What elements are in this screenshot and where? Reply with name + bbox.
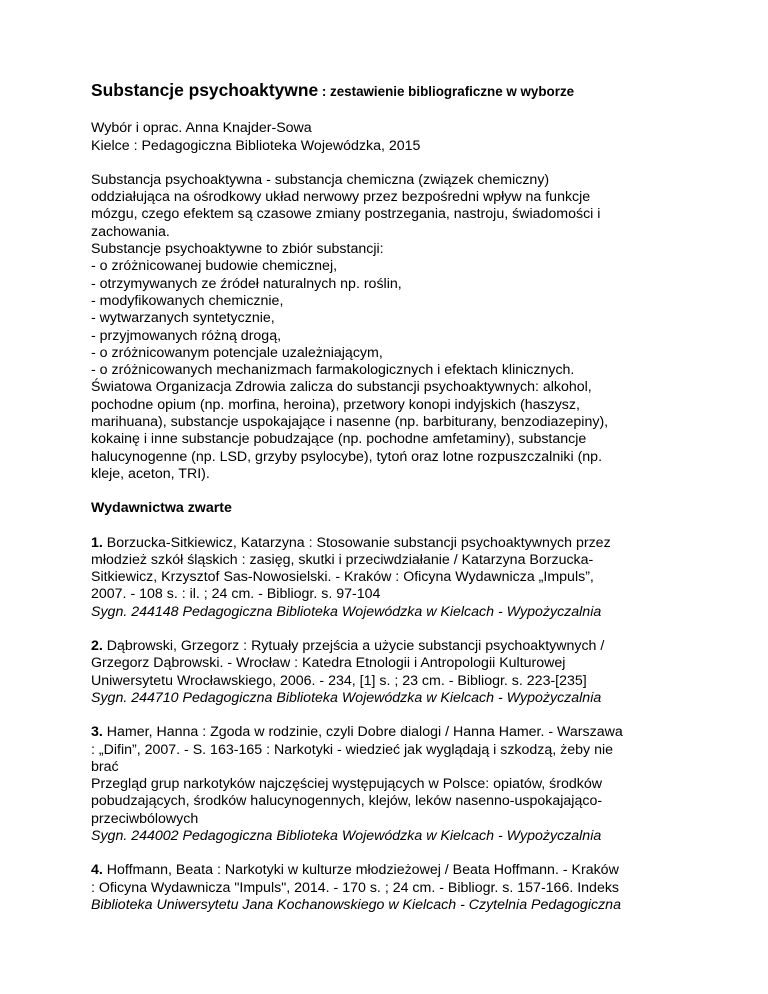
intro-line: - przyjmowanych różną drogą,: [91, 327, 282, 344]
intro-line: zachowania.: [91, 223, 170, 240]
credits: [91, 120, 691, 155]
intro-line: - o zróżnicowanej budowie chemicznej,: [91, 258, 338, 275]
intro-line: kleje, aceton, TRI).: [91, 465, 210, 482]
credits-publisher: Kielce : Pedagogiczna Biblioteka Wojewódzka, 2015: [91, 137, 421, 154]
intro-line: halucynogenne (np. LSD, grzyby psylocybe), tytoń oraz lotne rozpuszczalniki (np.: [91, 448, 603, 465]
entry-line: Uniwersytetu Wrocławskiego, 2006. - 234, [1] s. ; 23 cm. - Bibliogr. s. 223-[235]: [91, 672, 587, 689]
entry-line: Sitkiewicz, Krzysztof Sas-Nowosielski. - Kraków : Oficyna Wydawnicza „Impuls”,: [91, 569, 594, 586]
entry-text: Dąbrowski, Grzegorz : Rytuały przejścia a użycie substancji psychoaktywnych /: [102, 638, 605, 655]
entry-location: Sygn. 244148 Pedagogiczna Biblioteka Wojewódzka w Kielcach - Wypożyczalnia: [91, 603, 602, 620]
entry-line: : „Difin”, 2007. - S. 163-165 : Narkotyki - wiedzieć jak wyglądają i szkodzą, żeby nie: [91, 741, 614, 758]
entry-line: brać: [91, 758, 119, 775]
intro-line: - otrzymywanych ze źródeł naturalnych np. roślin,: [91, 275, 402, 292]
intro-line: oddziałująca na ośrodkowy układ nerwowy przez bezpośredni wpływ na funkcje: [91, 189, 591, 206]
entry-location: Biblioteka Uniwersytetu Jana Kochanowskiego w Kielcach - Czytelnia Pedagogiczna: [91, 896, 621, 913]
entry-location: Sygn. 244002 Pedagogiczna Biblioteka Wojewódzka w Kielcach - Wypożyczalnia: [91, 827, 602, 844]
title-main: Substancje psychoaktywne: [91, 80, 319, 100]
entry-line: młodzież szkół śląskich : zasięg, skutki i przeciwdziałanie / Katarzyna Borzucka-: [91, 551, 594, 568]
entry-line: przeciwbólowych: [91, 810, 199, 827]
credits-author: Wybór i oprac. Anna Knajder-Sowa: [91, 120, 312, 137]
entry-line: Przegląd grup narkotyków najczęściej występujących w Polsce: opiatów, środków: [91, 776, 602, 793]
section-heading: Wydawnictwa zwarte: [91, 500, 232, 517]
document-page: [91, 82, 691, 931]
intro-line: marihuana), substancje uspokajające i nasenne (np. barbiturany, benzodiazepiny),: [91, 414, 609, 431]
document-title: [91, 82, 691, 101]
entry-number: 3.: [91, 724, 103, 741]
entry-line: [91, 638, 691, 655]
intro-line: kokainę i inne substancje pobudzające (np. pochodne amfetaminy), substancje: [91, 431, 587, 448]
intro-line: - modyfikowanych chemicznie,: [91, 292, 284, 309]
bibliography-entry: [91, 862, 691, 914]
entry-line: 2007. - 108 s. : il. ; 24 cm. - Bibliogr. s. 97-104: [91, 586, 381, 603]
intro-line: Substancja psychoaktywna - substancja chemiczna (związek chemiczny): [91, 171, 550, 188]
intro-line: mózgu, czego efektem są czasowe zmiany postrzegania, nastroju, świadomości i: [91, 206, 601, 223]
intro-line: Światowa Organizacja Zdrowia zalicza do substancji psychoaktywnych: alkohol,: [91, 379, 592, 396]
intro-line: pochodne opium (np. morfina, heroina), przetwory konopi indyjskich (haszysz,: [91, 396, 580, 413]
intro-line: Substancje psychoaktywne to zbiór substancji:: [91, 241, 384, 258]
bibliography-entry: [91, 638, 691, 707]
entry-line: pobudzających, środków halucynogennych, klejów, leków nasenno-uspokajająco-: [91, 793, 603, 810]
entry-text: Hamer, Hanna : Zgoda w rodzinie, czyli Dobre dialogi / Hanna Hamer. - Warszawa: [102, 724, 623, 741]
intro-line: - o zróżnicowanym potencjale uzależniającym,: [91, 344, 383, 361]
entry-line: [91, 862, 691, 879]
intro-line: - wytwarzanych syntetycznie,: [91, 310, 275, 327]
entry-number: 1.: [91, 534, 103, 551]
entry-text: Hoffmann, Beata : Narkotyki w kulturze młodzieżowej / Beata Hoffmann. - Kraków: [102, 862, 619, 879]
bibliography-entry: [91, 535, 691, 621]
entry-text: Borzucka-Sitkiewicz, Katarzyna : Stosowanie substancji psychoaktywnych przez: [102, 534, 611, 551]
entry-line: Grzegorz Dąbrowski. - Wrocław : Katedra Etnologii i Antropologii Kulturowej: [91, 655, 566, 672]
entry-line: [91, 724, 691, 741]
title-subtitle: : zestawienie bibliograficzne w wyborze: [318, 84, 575, 99]
intro-paragraph: [91, 172, 691, 483]
bibliography-entry: [91, 724, 691, 845]
entry-location: Sygn. 244710 Pedagogiczna Biblioteka Wojewódzka w Kielcach - Wypożyczalnia: [91, 689, 602, 706]
entry-line: [91, 535, 691, 552]
entry-number: 2.: [91, 638, 103, 655]
entry-number: 4.: [91, 862, 103, 879]
intro-line: - o zróżnicowanych mechanizmach farmakologicznych i efektach klinicznych.: [91, 362, 575, 379]
entry-line: : Oficyna Wydawnicza "Impuls", 2014. - 170 s. ; 24 cm. - Bibliogr. s. 157-166. Indeks: [91, 879, 620, 896]
